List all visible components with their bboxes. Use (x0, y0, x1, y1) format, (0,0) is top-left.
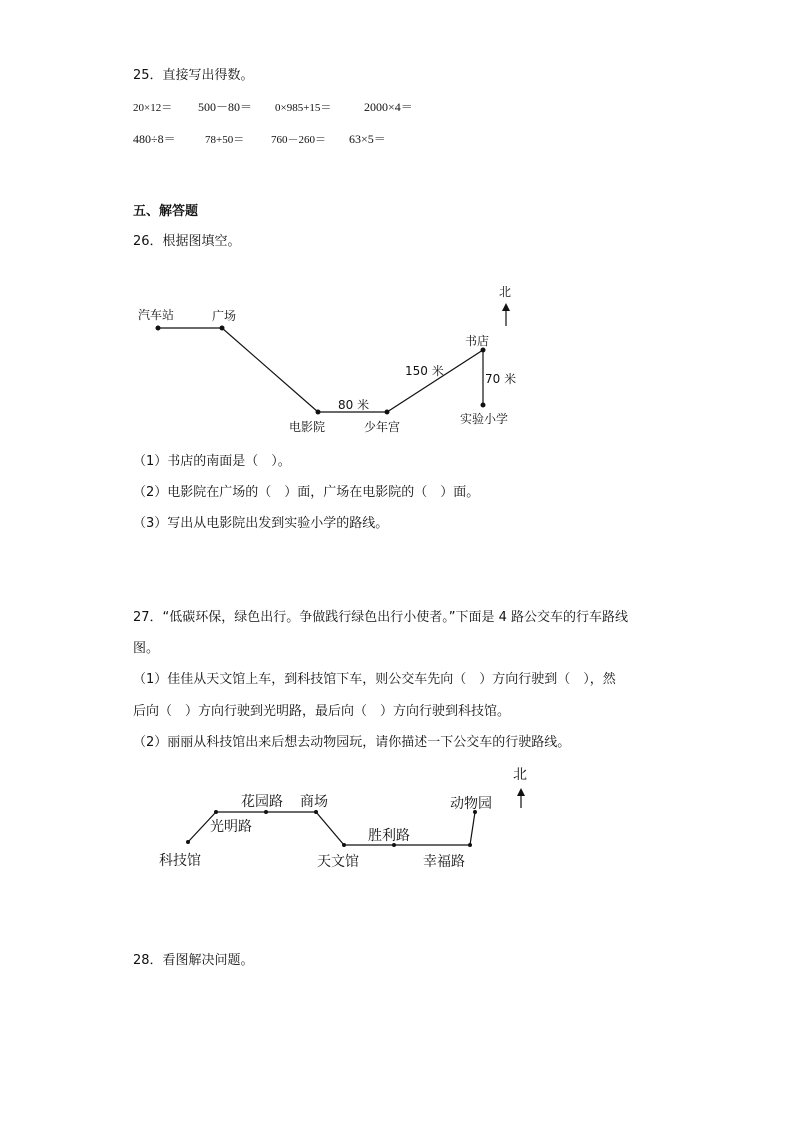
q26-sub3: （3）写出从电影院出发到实验小学的路线。 (133, 516, 389, 531)
q27-label-garden-rd: 花园路 (241, 794, 283, 810)
q25-expr-1: 20×12＝ (133, 102, 173, 114)
q27-label-planetarium: 天文馆 (317, 854, 359, 870)
q26-title: 26．根据图填空。 (133, 234, 241, 249)
q26-label-school: 实验小学 (460, 412, 509, 426)
q27-sub1-line2: 后向（ ）方向行驶到光明路，最后向（ ）方向行驶到科技馆。 (133, 704, 511, 719)
q27-label-xingfu-rd: 幸福路 (423, 854, 465, 870)
q27-point-xingfu-rd (468, 843, 472, 847)
q27-point-science-museum (186, 840, 190, 844)
q27-label-science-museum: 科技馆 (159, 853, 201, 869)
q26-label-cinema: 电影院 (289, 420, 326, 434)
q25-expr-8: 63×5＝ (349, 132, 386, 146)
q25-expr-5: 480÷8＝ (133, 132, 176, 146)
q25-expr-3: 0×985+15＝ (275, 102, 332, 114)
q26-label-youth-palace: 少年宫 (364, 420, 401, 434)
q25-expr-4: 2000×4＝ (364, 100, 413, 114)
q25-expr-7: 760－260＝ (271, 134, 326, 146)
section-title: 五、解答题 (133, 204, 199, 219)
q25-expr-6: 78+50＝ (205, 134, 245, 146)
q26-label-dist-youth-book: 150 米 (405, 364, 444, 378)
q27-point-mall (314, 810, 318, 814)
q26-north-label: 北 (499, 285, 512, 299)
q26-label-bookstore: 书店 (465, 334, 490, 348)
q26-sub2: （2）电影院在广场的（ ）面，广场在电影院的（ ）面。 (133, 485, 480, 500)
q27-label-shengli-rd: 胜利路 (368, 828, 410, 844)
q27-sub2: （2）丽丽从科技馆出来后想去动物园玩，请你描述一下公交车的行驶路线。 (133, 735, 571, 750)
q26-label-dist-cinema-youth: 80 米 (338, 398, 370, 412)
q27-point-planetarium (342, 843, 346, 847)
q25-title: 25．直接写出得数。 (133, 68, 254, 83)
q26-sub1: （1）书店的南面是（ ）。 (133, 454, 291, 469)
q26-label-dist-book-school: 70 米 (485, 372, 517, 386)
q26-label-bus-station: 汽车站 (138, 308, 175, 322)
q27-sub1-line1: （1）佳佳从天文馆上车，到科技馆下车，则公交车先向（ ）方向行驶到（ ），然 (133, 672, 616, 687)
q27-title-line1: 27．“低碳环保，绿色出行。争做践行绿色出行小使者。”下面是 4 路公交车的行车路线 (133, 610, 629, 625)
q27-label-zoo: 动物园 (450, 796, 492, 812)
q27-label-mall: 商场 (300, 794, 328, 810)
q26-label-square: 广场 (212, 309, 237, 323)
q27-label-guangming-rd: 光明路 (210, 819, 252, 835)
q28-title: 28．看图解决问题。 (133, 953, 254, 968)
q25-expr-2: 500－80＝ (198, 100, 253, 114)
q27-north-arrow-icon (517, 788, 525, 796)
q27-point-guangming-rd (214, 810, 218, 814)
q27-north-label: 北 (513, 767, 527, 783)
q27-point-garden-rd (264, 810, 268, 814)
q27-title-line2: 图。 (133, 641, 160, 656)
